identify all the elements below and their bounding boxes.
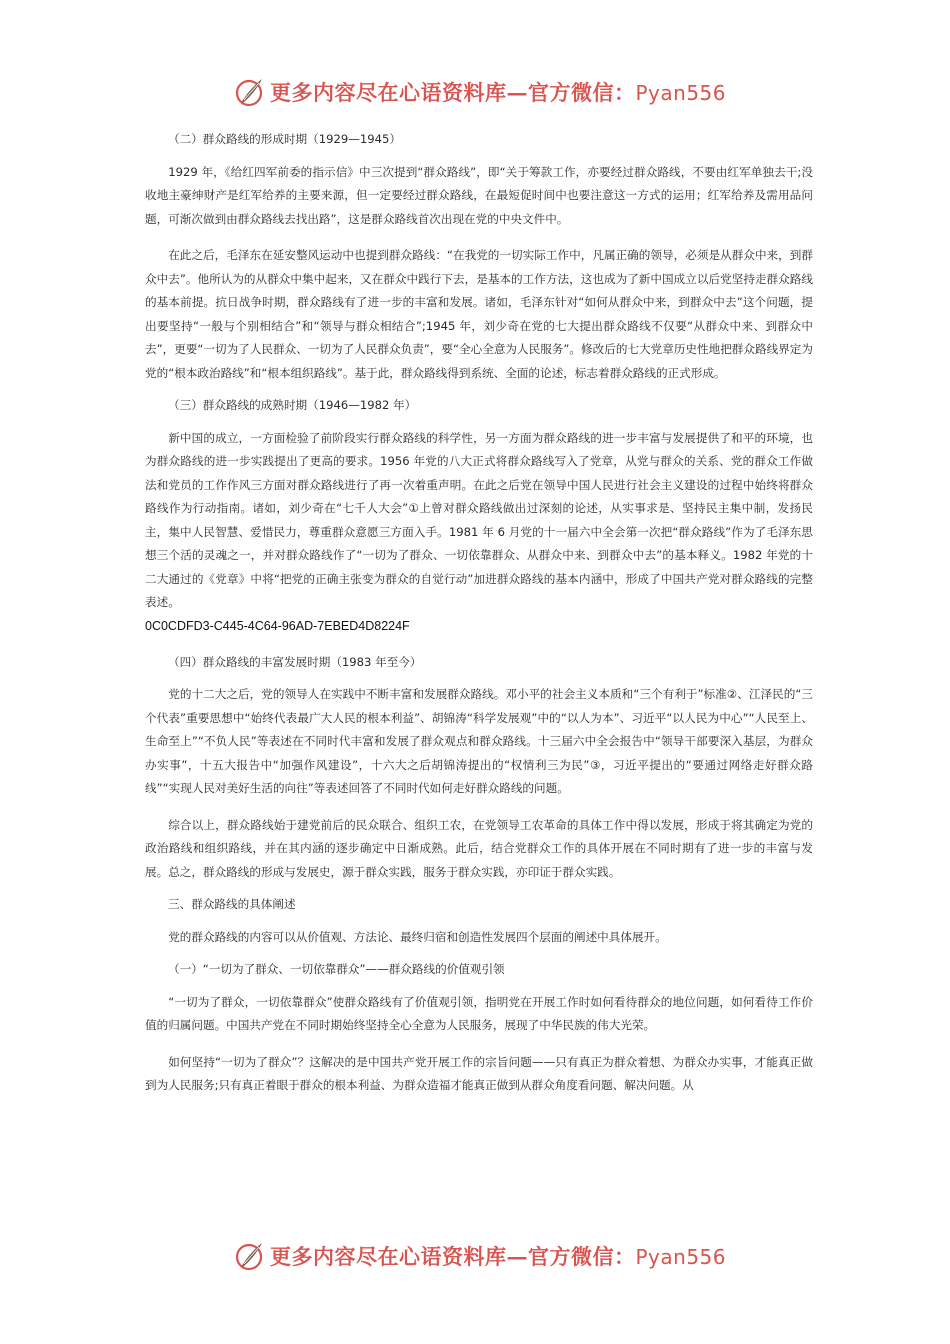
header-banner <box>0 72 950 112</box>
section-heading: （三）群众路线的成熟时期（1946—1982 年） <box>168 398 417 412</box>
section-heading: （四）群众路线的丰富发展时期（1983 年至今） <box>168 654 422 669</box>
document-body <box>145 128 813 1098</box>
section-heading: 三、群众路线的具体阐述 <box>168 897 296 911</box>
banner-text: 更多内容尽在心语资料库—官方微信：Pyan556 <box>270 1244 727 1269</box>
feather-circle-logo-icon <box>232 75 266 109</box>
paragraph: 综合以上，群众路线始于建党前后的民众联合、组织工农，在党领导工农革命的具体工作中得以发展，形成于将其确定为党的政治路线和组织路线，并在其内涵的逐步确定中日渐成熟。此后，结合党群众工作的具体开展在不同时期有了进一步的丰富与发展。总之，群众路线的形成与发展史，源于群众实践，服务于群众实践，亦印证于群众实践。 <box>145 817 813 879</box>
paragraph: 在此之后，毛泽东在延安整风运动中也提到群众路线：“在我党的一切实际工作中，凡属正确的领导，必须是从群众中来，到群众中去”。他所认为的从群众中集中起来，又在群众中践行下去，是基本的工作方法，这也成为了新中国成立以后党坚持走群众路线的基本前提。抗日战争时期，群众路线有了进一步的丰富和发展。诸如，毛泽东针对“如何从群众中来，到群众中去”这个问题，提出要坚持“一般与个别相结合”和“领导与群众相结合”;1945 年，刘少奇在党的七大提出群众路线不仅要“从群众中来、到群众中去”，更要“一切为了人民群众、一切为了人民群众负责”，要“全心全意为人民服务”。修改后的七大党章历史性地把群众路线界定为党的“根本政治路线”和“根本组织路线”。基于此，群众路线得到系统、全面的论述，标志着群众路线的正式形成。 <box>145 248 813 380</box>
paragraph: 1929 年，《给红四军前委的指示信》中三次提到“群众路线”，即“关于筹款工作，亦要经过群众路线，不要由红军单独去干;没收地主豪绅财产是红军给养的主要来源，但一定要经过群众路线，在最短促时间中也要注意这一方式的运用；红军给养及需用品问题，可渐次做到由群众路线去找出路”，这是群众路线首次出现在党的中央文件中。 <box>145 164 813 226</box>
paragraph: 如何坚持“一切为了群众”？这解决的是中国共产党开展工作的宗旨问题——只有真正为群众着想、为群众办实事，才能真正做到为人民服务;只有真正着眼于群众的根本利益、为群众造福才能真正做到从群众角度看问题、解决问题。从 <box>145 1054 813 1092</box>
section-heading: （一）“一切为了群众、一切依靠群众”——群众路线的价值观引领 <box>168 962 505 976</box>
document-id: 0C0CDFD3-C445-4C64-96AD-7EBED4D8224F <box>145 618 410 633</box>
paragraph: 新中国的成立，一方面检验了前阶段实行群众路线的科学性，另一方面为群众路线的进一步丰富与发展提供了和平的环境，也为群众路线的进一步实践提出了更高的要求。1956 年党的八大正式将群众路线写入了党章，从党与群众的关系、党的群众工作做法和党员的工作作风三方面对群众路线进行了再一次着重声明。在此之后党在领导中国人民进行社会主义建设的过程中始终将群众路线作为行动指南。诸如，刘少奇在“七千人大会”①上曾对群众路线做出过深刻的论述，从实事求是、坚持民主集中制，发扬民主，集中人民智慧、爱惜民力，尊重群众意愿三方面入手。1981 年 6 月党的十一届六中全会第一次把“群众路线”作为了毛泽东思想三个活的灵魂之一，并对群众路线作了“一切为了群众、一切依靠群众、从群众中来、到群众中去”的基本释义。1982 年党的十二大通过的《党章》中将“把党的正确主张变为群众的自觉行动”加进群众路线的基本内涵中，形成了中国共产党对群众路线的完整表述。 <box>145 430 813 609</box>
paragraph: 党的十二大之后，党的领导人在实践中不断丰富和发展群众路线。邓小平的社会主义本质和“三个有利于”标准②、江泽民的“三个代表”重要思想中“始终代表最广大人民的根本利益”、胡锦涛“科学发展观”中的“以人为本”、习近平“以人民为中心”“人民至上、生命至上”“不负人民”等表述在不同时代丰富和发展了群众观点和群众路线。十三届六中全会报告中“领导干部要深入基层，为群众办实事”，十五大报告中“加强作风建设”，十六大之后胡锦涛提出的“权情利三为民”③，习近平提出的“要通过网络走好群众路线”“实现人民对美好生活的向往”等表述回答了不同时代如何走好群众路线的问题。 <box>145 687 813 795</box>
paragraph: 党的群众路线的内容可以从价值观、方法论、最终归宿和创造性发展四个层面的阐述中具体展开。 <box>168 929 667 944</box>
banner-text: 更多内容尽在心语资料库—官方微信：Pyan556 <box>270 80 727 105</box>
section-heading: （二）群众路线的形成时期（1929—1945） <box>168 132 401 146</box>
feather-circle-logo-icon <box>232 1239 266 1273</box>
footer-banner <box>0 1236 950 1276</box>
paragraph: “一切为了群众，一切依靠群众”使群众路线有了价值观引领，指明党在开展工作时如何看待群众的地位问题，如何看待工作价值的归属问题。中国共产党在不同时期始终坚持全心全意为人民服务，展现了中华民族的伟大光荣。 <box>145 994 813 1032</box>
